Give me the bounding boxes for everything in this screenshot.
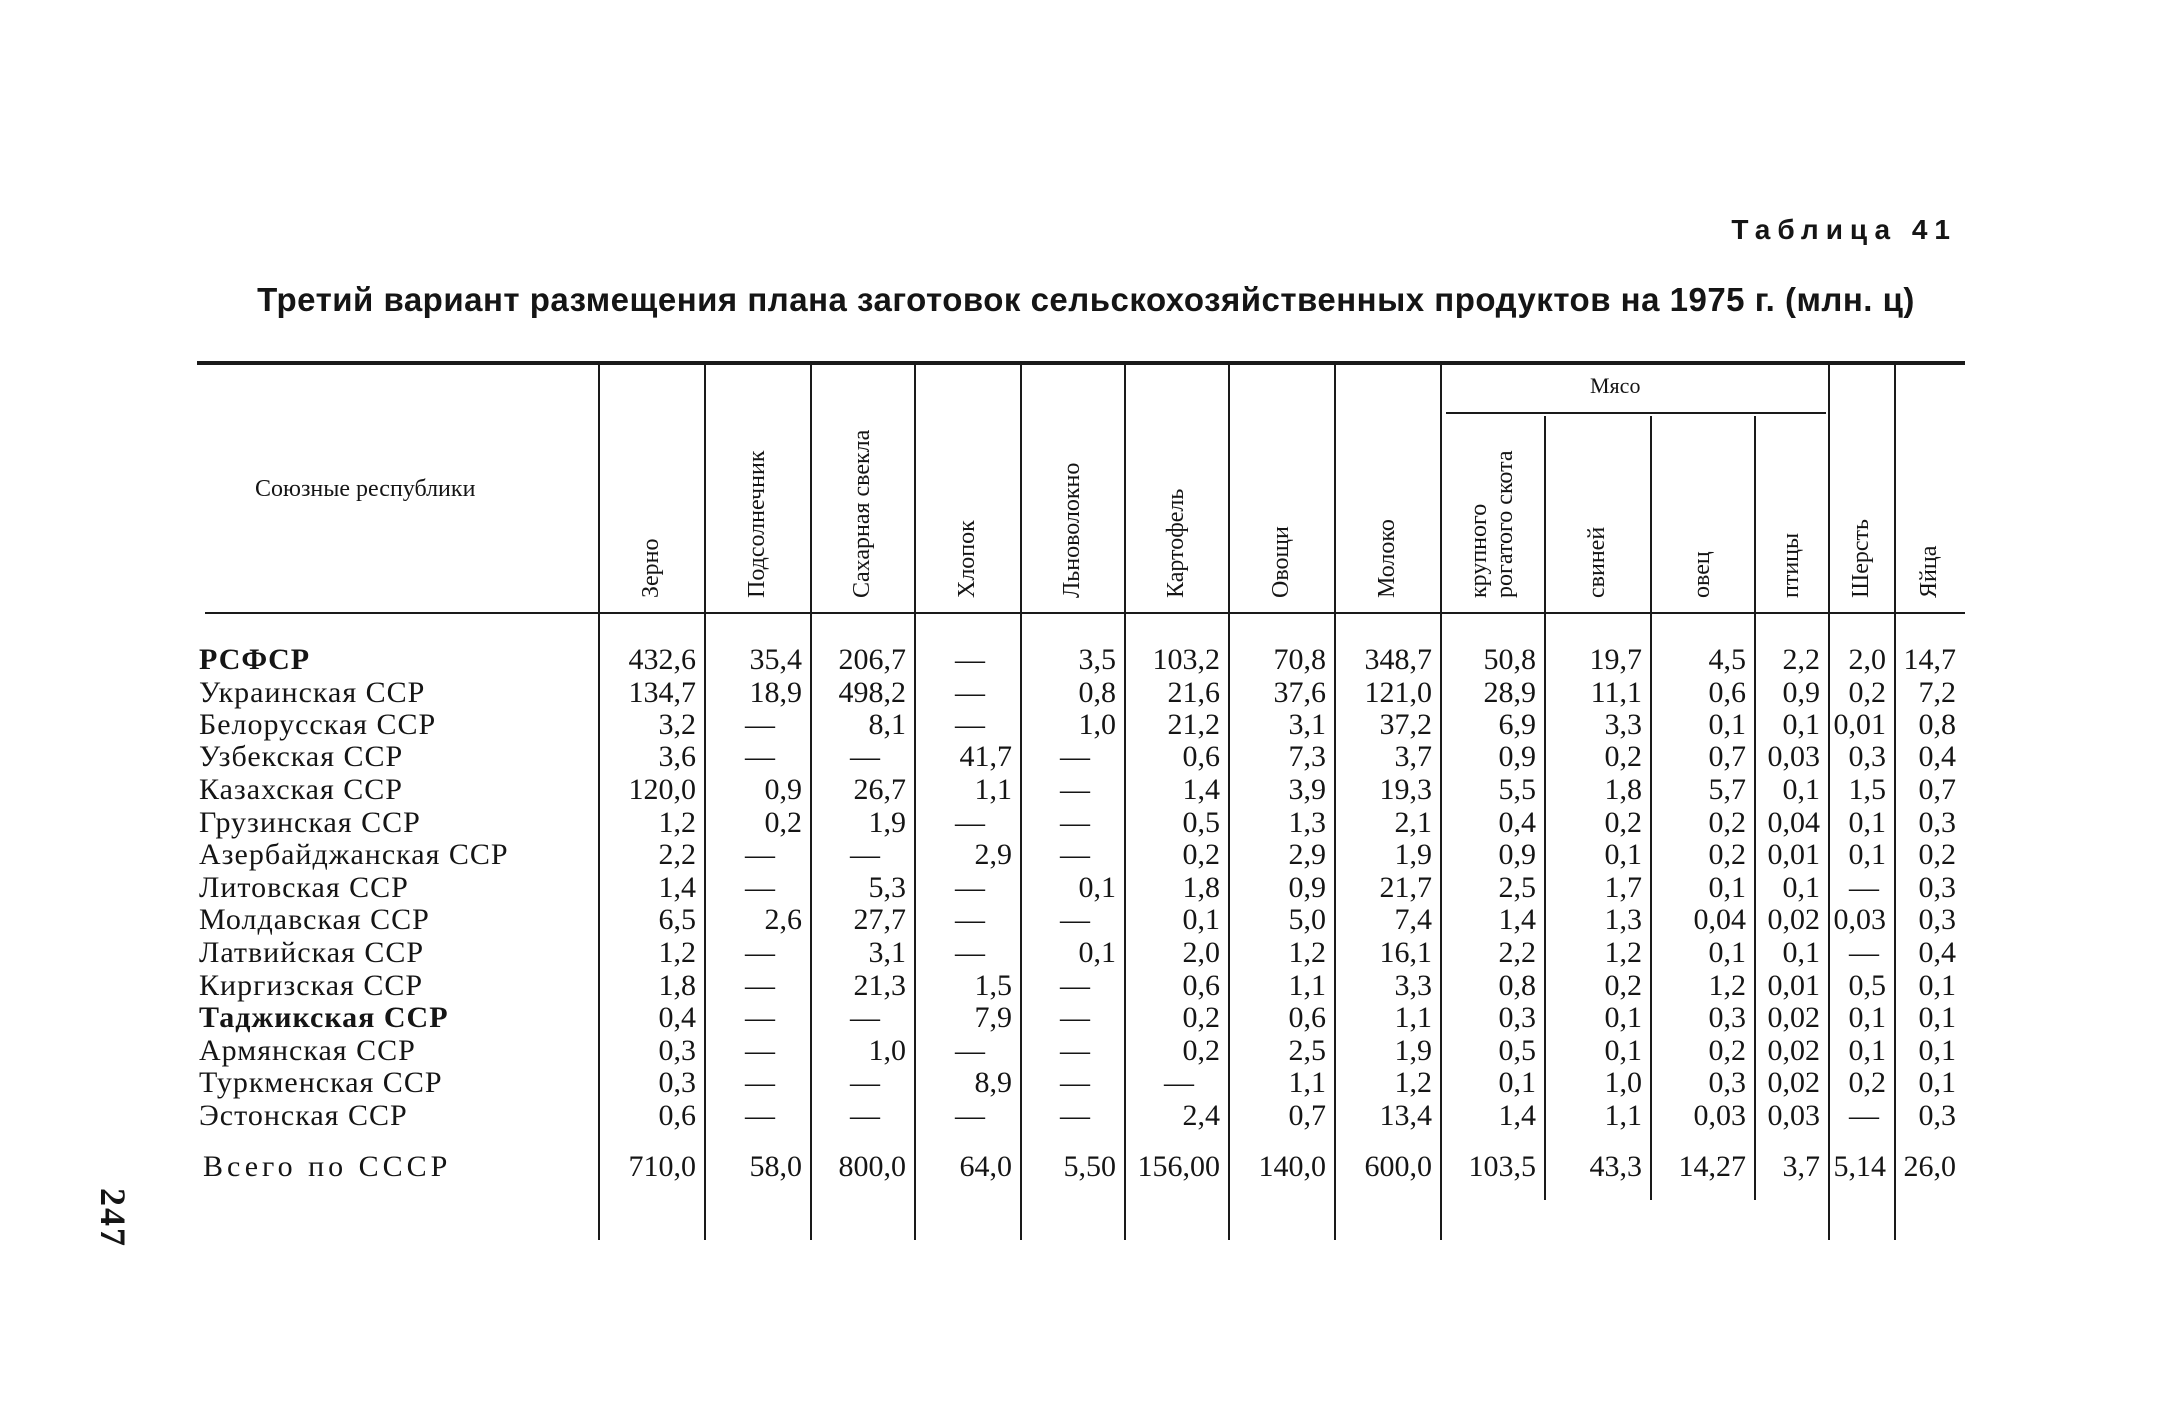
- table-cell: 7,9: [974, 1001, 1012, 1034]
- table-cell: 1,9: [1394, 1034, 1432, 1067]
- table-cell: —: [955, 708, 985, 741]
- table-cell: 0,9: [1498, 740, 1536, 773]
- table-cell: 0,2: [764, 806, 802, 839]
- table-cell: 19,3: [1379, 773, 1432, 806]
- table-cell: —: [1060, 903, 1090, 936]
- column-header: Яйца: [1916, 545, 1942, 598]
- table-cell: —: [1060, 806, 1090, 839]
- table-cell: 0,04: [1767, 806, 1820, 839]
- table-cell: 1,1: [1394, 1001, 1432, 1034]
- table-cell: —: [955, 806, 985, 839]
- table-cell: 2,9: [1288, 838, 1326, 871]
- table-cell: —: [850, 1001, 880, 1034]
- table-cell: 0,5: [1182, 806, 1220, 839]
- table-cell: 0,4: [1918, 936, 1956, 969]
- table-cell: 0,4: [658, 1001, 696, 1034]
- rule-top: [197, 361, 1965, 365]
- table-cell: 0,01: [1767, 969, 1820, 1002]
- table-cell: 0,3: [1918, 806, 1956, 839]
- total-cell: 26,0: [1903, 1150, 1956, 1183]
- table-cell: 0,1: [1078, 936, 1116, 969]
- republic-name: Молдавская ССР: [199, 903, 430, 936]
- table-cell: 1,2: [1604, 936, 1642, 969]
- table-cell: —: [745, 936, 775, 969]
- table-cell: 0,2: [1604, 740, 1642, 773]
- table-cell: —: [745, 1034, 775, 1067]
- table-cell: 0,01: [1767, 838, 1820, 871]
- table-cell: 0,1: [1918, 969, 1956, 1002]
- table-cell: 1,5: [974, 969, 1012, 1002]
- table-cell: 0,2: [1708, 806, 1746, 839]
- table-cell: 1,7: [1604, 871, 1642, 904]
- republic-name: РСФСР: [199, 643, 311, 676]
- table-cell: —: [1164, 1066, 1194, 1099]
- table-cell: —: [745, 969, 775, 1002]
- table-cell: 21,7: [1379, 871, 1432, 904]
- republic-name: Украинская ССР: [199, 676, 426, 709]
- republic-name: Таджикская ССР: [199, 1001, 449, 1034]
- table-cell: 50,8: [1483, 643, 1536, 676]
- table-cell: 1,1: [974, 773, 1012, 806]
- table-cell: —: [1060, 969, 1090, 1002]
- table-cell: 0,8: [1918, 708, 1956, 741]
- republic-name: Азербайджанская ССР: [199, 838, 509, 871]
- table-cell: 0,4: [1918, 740, 1956, 773]
- republic-name: Туркменская ССР: [199, 1066, 443, 1099]
- table-cell: —: [1849, 871, 1879, 904]
- table-cell: 21,3: [853, 969, 906, 1002]
- table-cell: 0,1: [1708, 936, 1746, 969]
- table-cell: 103,2: [1152, 643, 1220, 676]
- table-cell: 0,03: [1693, 1099, 1746, 1132]
- table-cell: 0,6: [1182, 740, 1220, 773]
- table-cell: —: [745, 838, 775, 871]
- table-cell: 0,9: [1782, 676, 1820, 709]
- total-cell: 103,5: [1468, 1150, 1536, 1183]
- column-header: Картофель: [1163, 488, 1189, 598]
- table-cell: 0,03: [1767, 740, 1820, 773]
- table-cell: 0,8: [1078, 676, 1116, 709]
- table-cell: 1,1: [1288, 969, 1326, 1002]
- republics-header: Союзные республики: [255, 476, 476, 502]
- table-cell: 27,7: [853, 903, 906, 936]
- table-cell: 348,7: [1364, 643, 1432, 676]
- table-cell: 0,7: [1288, 1099, 1326, 1132]
- table-cell: 3,2: [658, 708, 696, 741]
- table-cell: 1,3: [1288, 806, 1326, 839]
- table-cell: 5,7: [1708, 773, 1746, 806]
- table-cell: 2,9: [974, 838, 1012, 871]
- table-cell: —: [1060, 740, 1090, 773]
- table-cell: —: [1060, 838, 1090, 871]
- table-cell: 4,5: [1708, 643, 1746, 676]
- column-header: Молоко: [1374, 519, 1400, 598]
- table-cell: 0,7: [1918, 773, 1956, 806]
- table-cell: 1,3: [1604, 903, 1642, 936]
- table-cell: —: [955, 643, 985, 676]
- table-cell: 0,2: [1848, 1066, 1886, 1099]
- table-cell: 0,1: [1782, 871, 1820, 904]
- table-cell: 0,2: [1604, 969, 1642, 1002]
- table-cell: 1,9: [868, 806, 906, 839]
- table-cell: 1,4: [1498, 903, 1536, 936]
- table-cell: 5,0: [1288, 903, 1326, 936]
- column-header: Зерно: [638, 538, 664, 598]
- total-cell: 64,0: [959, 1150, 1012, 1183]
- table-cell: 7,4: [1394, 903, 1432, 936]
- column-header: птицы: [1778, 532, 1804, 598]
- total-cell: 5,14: [1833, 1150, 1886, 1183]
- table-cell: 37,6: [1273, 676, 1326, 709]
- table-cell: —: [1060, 773, 1090, 806]
- table-cell: 2,4: [1182, 1099, 1220, 1132]
- column-header: крупного рогатого скота: [1466, 450, 1518, 598]
- table-cell: 6,9: [1498, 708, 1536, 741]
- total-cell: 600,0: [1364, 1150, 1432, 1183]
- table-cell: —: [955, 871, 985, 904]
- total-cell: 3,7: [1782, 1150, 1820, 1183]
- meat-group-header: Мясо: [1590, 373, 1641, 398]
- table-cell: 0,2: [1848, 676, 1886, 709]
- table-cell: 1,8: [1604, 773, 1642, 806]
- table-cell: 7,3: [1288, 740, 1326, 773]
- table-cell: 1,8: [1182, 871, 1220, 904]
- table-cell: 3,1: [1288, 708, 1326, 741]
- table-cell: 0,02: [1767, 1001, 1820, 1034]
- table-cell: 1,4: [1182, 773, 1220, 806]
- table-cell: —: [850, 1066, 880, 1099]
- table-cell: 2,6: [764, 903, 802, 936]
- table-cell: 14,7: [1903, 643, 1956, 676]
- table-cell: 5,3: [868, 871, 906, 904]
- table-cell: 1,2: [658, 806, 696, 839]
- table-cell: 8,1: [868, 708, 906, 741]
- table-cell: 6,5: [658, 903, 696, 936]
- table-cell: —: [745, 1001, 775, 1034]
- total-cell: 5,50: [1063, 1150, 1116, 1183]
- table-cell: 3,5: [1078, 643, 1116, 676]
- table-cell: 2,0: [1848, 643, 1886, 676]
- column-header: Хлопок: [954, 520, 980, 598]
- table-cell: 1,5: [1848, 773, 1886, 806]
- table-cell: 0,3: [1848, 740, 1886, 773]
- column-header: свиней: [1584, 526, 1610, 598]
- table-cell: 0,2: [1708, 1034, 1746, 1067]
- table-cell: 0,1: [1848, 1001, 1886, 1034]
- table-cell: 0,2: [1604, 806, 1642, 839]
- table-cell: 0,1: [1782, 773, 1820, 806]
- republic-name: Армянская ССР: [199, 1034, 416, 1067]
- table-cell: —: [1060, 1066, 1090, 1099]
- table-cell: 121,0: [1364, 676, 1432, 709]
- table-cell: 0,8: [1498, 969, 1536, 1002]
- table-cell: 2,5: [1288, 1034, 1326, 1067]
- table-cell: 0,3: [1708, 1001, 1746, 1034]
- table-cell: 0,3: [1918, 1099, 1956, 1132]
- total-cell: 14,27: [1678, 1150, 1746, 1183]
- republic-name: Литовская ССР: [199, 871, 409, 904]
- table-cell: 1,4: [658, 871, 696, 904]
- table-cell: 0,1: [1604, 1001, 1642, 1034]
- table-cell: 3,1: [868, 936, 906, 969]
- table-cell: 0,9: [1498, 838, 1536, 871]
- table-cell: 18,9: [749, 676, 802, 709]
- table-cell: 0,2: [1182, 1034, 1220, 1067]
- table-cell: 1,9: [1394, 838, 1432, 871]
- table-cell: 0,2: [1708, 838, 1746, 871]
- table-cell: 0,3: [1708, 1066, 1746, 1099]
- column-header: Овощи: [1268, 526, 1294, 598]
- table-cell: 3,7: [1394, 740, 1432, 773]
- table-cell: 0,1: [1918, 1001, 1956, 1034]
- table-cell: 0,6: [1708, 676, 1746, 709]
- table-cell: 2,2: [1498, 936, 1536, 969]
- rule-header-bottom: [205, 612, 1965, 614]
- table-cell: 0,1: [1918, 1066, 1956, 1099]
- republic-name: Узбекская ССР: [199, 740, 404, 773]
- table-cell: 0,2: [1918, 838, 1956, 871]
- total-cell: 800,0: [838, 1150, 906, 1183]
- table-cell: —: [850, 1099, 880, 1132]
- table-cell: —: [745, 871, 775, 904]
- table-cell: 1,0: [868, 1034, 906, 1067]
- table-cell: 206,7: [838, 643, 906, 676]
- total-cell: 156,00: [1137, 1150, 1220, 1183]
- republic-name: Киргизская ССР: [199, 969, 424, 1002]
- table-cell: 1,8: [658, 969, 696, 1002]
- table-cell: 41,7: [959, 740, 1012, 773]
- table-cell: 21,2: [1167, 708, 1220, 741]
- table-cell: 0,2: [1182, 1001, 1220, 1034]
- table-cell: 3,3: [1394, 969, 1432, 1002]
- table-cell: —: [955, 936, 985, 969]
- table-cell: 0,1: [1182, 903, 1220, 936]
- table-cell: 0,6: [1288, 1001, 1326, 1034]
- total-cell: 58,0: [749, 1150, 802, 1183]
- table-cell: 498,2: [838, 676, 906, 709]
- table-cell: —: [1849, 1099, 1879, 1132]
- table-cell: 37,2: [1379, 708, 1432, 741]
- table-cell: 1,0: [1078, 708, 1116, 741]
- table-cell: 5,5: [1498, 773, 1536, 806]
- table-cell: —: [850, 838, 880, 871]
- column-header: овец: [1689, 551, 1715, 598]
- table-cell: 0,4: [1498, 806, 1536, 839]
- table-cell: 1,2: [1708, 969, 1746, 1002]
- table-cell: 0,1: [1708, 871, 1746, 904]
- table-cell: 0,3: [1918, 903, 1956, 936]
- table-title: Третий вариант размещения плана заготовок сельскохозяйственных продуктов на 1975 г. (млн. ц): [257, 281, 1915, 318]
- table-label: Таблица 41: [1731, 214, 1957, 245]
- table-cell: 3,3: [1604, 708, 1642, 741]
- table-cell: 0,1: [1604, 1034, 1642, 1067]
- table-cell: 28,9: [1483, 676, 1536, 709]
- table-cell: 0,5: [1848, 969, 1886, 1002]
- table-cell: 0,3: [658, 1066, 696, 1099]
- table-cell: 0,9: [1288, 871, 1326, 904]
- table-cell: 0,02: [1767, 1066, 1820, 1099]
- table-cell: 1,1: [1288, 1066, 1326, 1099]
- total-cell: 43,3: [1589, 1150, 1642, 1183]
- table-cell: 0,3: [1918, 871, 1956, 904]
- table-cell: 2,1: [1394, 806, 1432, 839]
- column-header: Льноволокно: [1059, 462, 1085, 598]
- table-cell: 0,02: [1767, 1034, 1820, 1067]
- table-cell: 0,6: [658, 1099, 696, 1132]
- table-cell: 0,7: [1708, 740, 1746, 773]
- table-cell: 2,0: [1182, 936, 1220, 969]
- table-cell: 1,2: [1394, 1066, 1432, 1099]
- table-cell: 8,9: [974, 1066, 1012, 1099]
- table-cell: 0,3: [658, 1034, 696, 1067]
- table-cell: 1,2: [1288, 936, 1326, 969]
- table-cell: 0,1: [1782, 936, 1820, 969]
- table-cell: 2,2: [1782, 643, 1820, 676]
- table-cell: 3,9: [1288, 773, 1326, 806]
- table-cell: 0,1: [1918, 1034, 1956, 1067]
- table-cell: 26,7: [853, 773, 906, 806]
- table-cell: 120,0: [628, 773, 696, 806]
- page-number: 247: [93, 1188, 133, 1248]
- total-cell: 140,0: [1258, 1150, 1326, 1183]
- table-cell: —: [1060, 1034, 1090, 1067]
- table-cell: 0,5: [1498, 1034, 1536, 1067]
- table-cell: 1,2: [658, 936, 696, 969]
- total-cell: 710,0: [628, 1150, 696, 1183]
- table-cell: 0,03: [1767, 1099, 1820, 1132]
- column-header: Сахарная свекла: [849, 429, 875, 598]
- table-cell: 0,1: [1848, 1034, 1886, 1067]
- table-cell: 0,1: [1848, 806, 1886, 839]
- table-cell: 0,04: [1693, 903, 1746, 936]
- republic-name: Казахская ССР: [199, 773, 403, 806]
- total-row-label: Всего по СССР: [203, 1150, 452, 1183]
- column-header: Подсолнечник: [744, 450, 770, 598]
- republic-name: Латвийская ССР: [199, 936, 425, 969]
- table-cell: —: [745, 740, 775, 773]
- table-cell: —: [745, 1099, 775, 1132]
- republic-name: Эстонская ССР: [199, 1099, 408, 1132]
- table-cell: 2,2: [658, 838, 696, 871]
- table-cell: 19,7: [1589, 643, 1642, 676]
- table-cell: 134,7: [628, 676, 696, 709]
- table-cell: 0,2: [1182, 838, 1220, 871]
- table-cell: 0,1: [1604, 838, 1642, 871]
- table-cell: 7,2: [1918, 676, 1956, 709]
- table-cell: 0,6: [1182, 969, 1220, 1002]
- table-cell: 0,01: [1833, 708, 1886, 741]
- table-cell: —: [1849, 936, 1879, 969]
- table-cell: 0,1: [1498, 1066, 1536, 1099]
- table-cell: 1,4: [1498, 1099, 1536, 1132]
- column-header: Шерсть: [1848, 519, 1874, 598]
- republic-name: Белорусская ССР: [199, 708, 437, 741]
- table-cell: 0,1: [1782, 708, 1820, 741]
- table-cell: 35,4: [749, 643, 802, 676]
- table-cell: 0,03: [1833, 903, 1886, 936]
- rule-meat-group: [1446, 412, 1826, 414]
- table-cell: 432,6: [628, 643, 696, 676]
- table-cell: 0,9: [764, 773, 802, 806]
- table-cell: 0,1: [1708, 708, 1746, 741]
- table-cell: —: [850, 740, 880, 773]
- table-cell: 1,1: [1604, 1099, 1642, 1132]
- table-cell: 0,3: [1498, 1001, 1536, 1034]
- table-cell: —: [745, 1066, 775, 1099]
- table-cell: 21,6: [1167, 676, 1220, 709]
- table-cell: —: [955, 676, 985, 709]
- table-cell: 70,8: [1273, 643, 1326, 676]
- republic-name: Грузинская ССР: [199, 806, 421, 839]
- table-cell: 0,02: [1767, 903, 1820, 936]
- table-cell: —: [955, 1034, 985, 1067]
- table-cell: 11,1: [1590, 676, 1642, 709]
- table-cell: 16,1: [1379, 936, 1432, 969]
- table-cell: —: [1060, 1099, 1090, 1132]
- table-cell: 2,5: [1498, 871, 1536, 904]
- table-cell: —: [955, 1099, 985, 1132]
- table-cell: 0,1: [1848, 838, 1886, 871]
- table-cell: —: [955, 903, 985, 936]
- table-cell: —: [1060, 1001, 1090, 1034]
- table-cell: 13,4: [1379, 1099, 1432, 1132]
- table-cell: 0,1: [1078, 871, 1116, 904]
- table-cell: —: [745, 708, 775, 741]
- table-cell: 1,0: [1604, 1066, 1642, 1099]
- table-cell: 3,6: [658, 740, 696, 773]
